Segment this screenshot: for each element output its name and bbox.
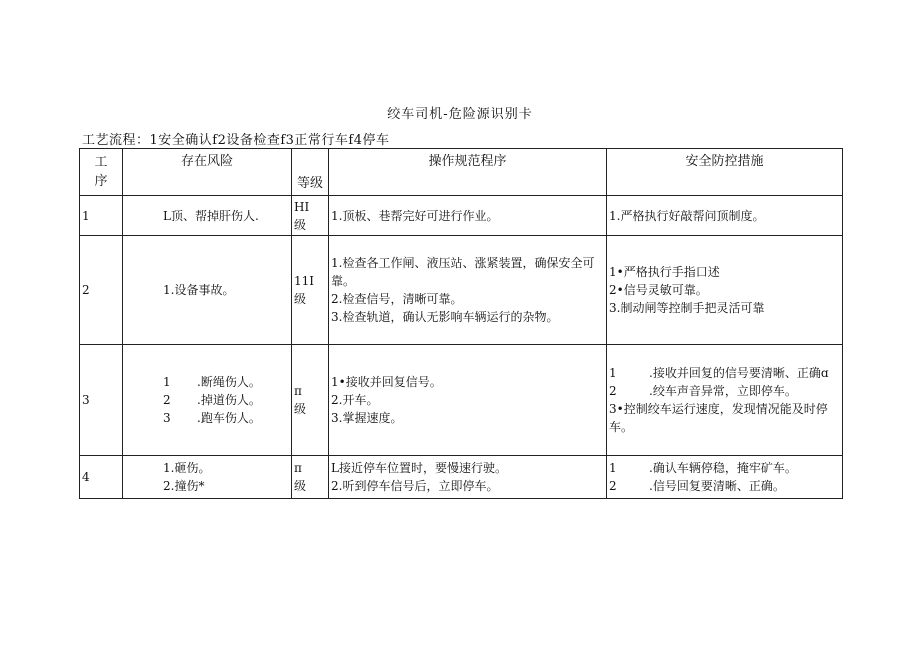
safety-item-number: 2 <box>609 384 617 398</box>
safety-item-text: .信号回复要清晰、正确。 <box>649 479 785 493</box>
table-row <box>80 236 843 345</box>
risk-cell <box>123 236 292 345</box>
level-value: π <box>294 384 302 398</box>
safety-item-number: 1 <box>609 366 617 380</box>
header-safety: 安全防控措施 <box>607 149 843 196</box>
safety-cell <box>607 196 843 236</box>
risk-item <box>163 373 289 391</box>
safety-cell <box>607 236 843 345</box>
document-title: 绞车司机-危险源识别卡 <box>387 107 533 122</box>
safety-item <box>609 400 840 436</box>
operation-item: 2.检查信号，清晰可靠。 <box>331 292 463 306</box>
risk-item-text: .断绳伤人。 <box>197 375 261 389</box>
safety-item-text: .接收并回复的信号要清晰、正确ɑ <box>649 366 829 380</box>
safety-item-text: 3.制动闸等控制手把灵活可靠 <box>609 301 765 315</box>
header-operation: 操作规范程序 <box>329 149 607 196</box>
safety-cell <box>607 456 843 499</box>
header-row <box>80 149 843 196</box>
operation-item: 1.顶板、巷帮完好可进行作业。 <box>331 208 499 223</box>
operation-item: L接近停车位置时，要慢速行驶。 <box>331 461 507 475</box>
seq-cell: 4 <box>80 456 123 499</box>
hazard-table <box>79 148 843 499</box>
level-suffix: 级 <box>294 217 307 232</box>
operation-item: 1•接收并回复信号。 <box>331 375 442 389</box>
safety-item <box>609 299 840 317</box>
risk-item-text: 1.砸伤。 <box>163 461 211 475</box>
risk-item-text: .掉道伤人。 <box>197 393 261 407</box>
safety-item <box>609 459 840 477</box>
risk-item-number: 1 <box>163 375 171 389</box>
risk-item-text: L顶、帮掉肝伤人. <box>163 208 259 223</box>
operation-cell <box>329 196 607 236</box>
safety-item-text: 1.严格执行好敲帮问顶制度。 <box>609 208 765 223</box>
level-cell <box>292 345 329 456</box>
risk-item <box>163 281 289 299</box>
risk-item-text: .跑车伤人。 <box>197 411 261 425</box>
header-seq-1: 工 <box>94 155 108 170</box>
risk-item-number: 2 <box>163 393 171 407</box>
safety-item-text: 3•控制绞车运行速度，发现情况能及时停车。 <box>609 402 828 434</box>
operation-item: 2.听到停车信号后，立即停车。 <box>331 479 499 493</box>
operation-cell <box>329 345 607 456</box>
level-value: HI <box>294 199 310 214</box>
safety-item <box>609 382 840 400</box>
table-row <box>80 196 843 236</box>
risk-item <box>163 477 289 495</box>
safety-item <box>609 477 840 495</box>
seq-cell: 2 <box>80 236 123 345</box>
header-seq <box>80 149 123 196</box>
operation-item: 3.检查轨道，确认无影响车辆运行的杂物。 <box>331 310 559 324</box>
safety-item <box>609 364 840 382</box>
risk-item <box>163 409 289 427</box>
level-suffix: 级 <box>294 292 307 306</box>
safety-item-text: .绞车声音异常，立即停车。 <box>649 384 797 398</box>
process-flow: 工艺流程：1安全确认f2设备检查f3正常行车f4停车 <box>82 133 390 148</box>
risk-item <box>163 391 289 409</box>
level-cell <box>292 196 329 236</box>
operation-item: 3.掌握速度。 <box>331 411 403 425</box>
safety-item-text: .确认车辆停稳，掩牢矿车。 <box>649 461 797 475</box>
safety-item-number: 2 <box>609 479 617 493</box>
operation-cell <box>329 236 607 345</box>
level-suffix: 级 <box>294 479 307 493</box>
operation-cell <box>329 456 607 499</box>
risk-cell <box>123 456 292 499</box>
level-suffix: 级 <box>294 402 307 416</box>
header-level: 等级 <box>292 149 329 196</box>
risk-item-text: 2.撞伤* <box>163 479 205 493</box>
table-body <box>80 196 843 499</box>
risk-cell <box>123 196 292 236</box>
seq-cell: 1 <box>80 196 123 236</box>
safety-item <box>609 281 840 299</box>
safety-item-text: 2•信号灵敏可靠。 <box>609 283 708 297</box>
level-value: 11I <box>294 274 315 288</box>
risk-item-text: 1.设备事故。 <box>163 283 235 297</box>
risk-cell <box>123 345 292 456</box>
header-seq-2: 序 <box>94 174 108 189</box>
safety-cell <box>607 345 843 456</box>
safety-item <box>609 207 840 225</box>
operation-item: 1.检查各工作闸、液压站、涨紧装置，确保安全可靠。 <box>331 256 595 288</box>
risk-item <box>163 207 289 225</box>
seq-cell: 3 <box>80 345 123 456</box>
safety-item-text: 1•严格执行手指口述 <box>609 265 720 279</box>
operation-item: 2.开车。 <box>331 393 379 407</box>
table-row <box>80 456 843 499</box>
table-row <box>80 345 843 456</box>
risk-item <box>163 459 289 477</box>
risk-item-number: 3 <box>163 411 171 425</box>
level-cell <box>292 456 329 499</box>
level-value: π <box>294 461 302 475</box>
level-cell <box>292 236 329 345</box>
safety-item <box>609 263 840 281</box>
header-risk: 存在风险 <box>123 149 292 196</box>
safety-item-number: 1 <box>609 461 617 475</box>
